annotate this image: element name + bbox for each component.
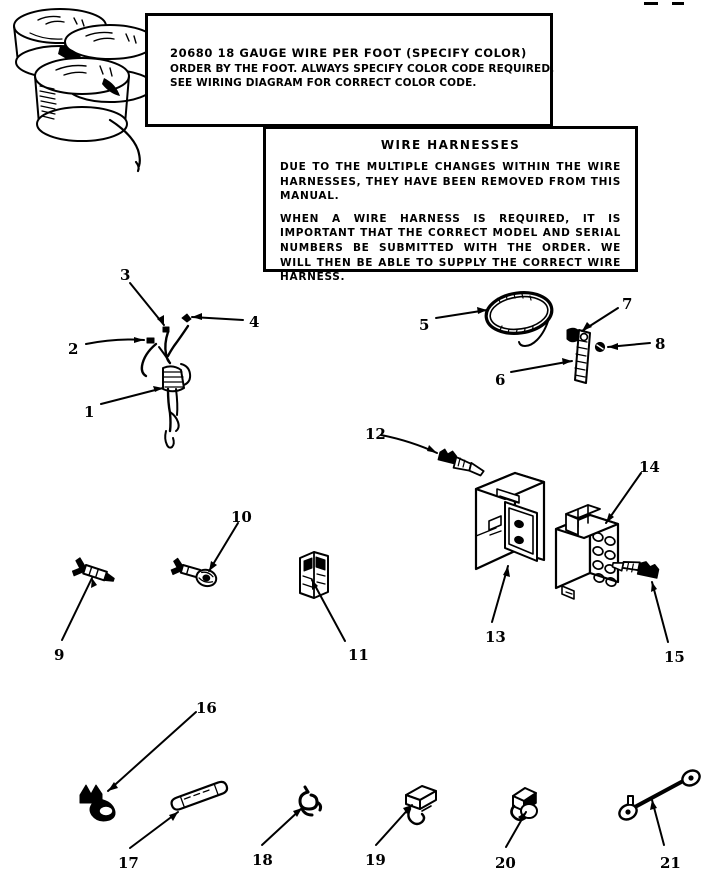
- callout-20: 20: [495, 854, 516, 872]
- trim-mark-right: [672, 2, 684, 5]
- callout-8: 8: [655, 335, 666, 353]
- callout-1: 1: [84, 403, 95, 421]
- callout-16: 16: [196, 699, 217, 717]
- callout-9: 9: [54, 646, 65, 664]
- callout-4: 4: [249, 313, 260, 331]
- callout-3: 3: [120, 266, 131, 284]
- callout-5: 5: [419, 316, 430, 334]
- callout-10: 10: [231, 508, 252, 526]
- wire-note-title: 20680 18 GAUGE WIRE PER FOOT (SPECIFY COLOR): [170, 46, 527, 60]
- callout-13: 13: [485, 628, 506, 646]
- coil-and-terminal-strip: [484, 289, 605, 383]
- wire-spools-illustration: [14, 9, 155, 171]
- harness-note-paragraph-2: WHEN A WIRE HARNESS IS REQUIRED, IT IS IMPORTANT THAT THE CORRECT MODEL AND SERIAL NUMBERS BE SUBMITTED WITH THE ORDER. WE WILL THEN BE ABLE TO SUPPLY THE CORRECT WIRE HARNESS.: [280, 212, 621, 284]
- callout-12: 12: [365, 425, 386, 443]
- callout-19: 19: [365, 851, 386, 869]
- wire-bundle-assembly: [142, 314, 191, 448]
- wire-note-line-2: SEE WIRING DIAGRAM FOR CORRECT COLOR CODE.: [170, 76, 477, 89]
- callout-7: 7: [622, 295, 633, 313]
- harness-note-title: WIRE HARNESSES: [380, 138, 521, 152]
- callout-21: 21: [660, 854, 681, 872]
- callout-17: 17: [118, 854, 139, 872]
- callout-15: 15: [664, 648, 685, 666]
- callout-14: 14: [639, 458, 660, 476]
- wire-harness-note-box: [263, 126, 638, 284]
- callout-2: 2: [68, 340, 79, 358]
- callout-11: 11: [348, 646, 369, 664]
- terminals-row: [71, 552, 328, 598]
- wire-note-line-1: ORDER BY THE FOOT. ALWAYS SPECIFY COLOR CODE REQUIRED.: [170, 63, 555, 75]
- wire-order-note-box: [145, 13, 553, 127]
- connector-block-assembly: [437, 448, 660, 599]
- trim-mark-left: [644, 2, 658, 5]
- callout-6: 6: [495, 371, 506, 389]
- harness-note-paragraph-1: DUE TO THE MULTIPLE CHANGES WITHIN THE WIRE HARNESSES, THEY HAVE BEEN REMOVED FROM THIS MANUAL.: [280, 161, 621, 203]
- callout-18: 18: [252, 851, 273, 869]
